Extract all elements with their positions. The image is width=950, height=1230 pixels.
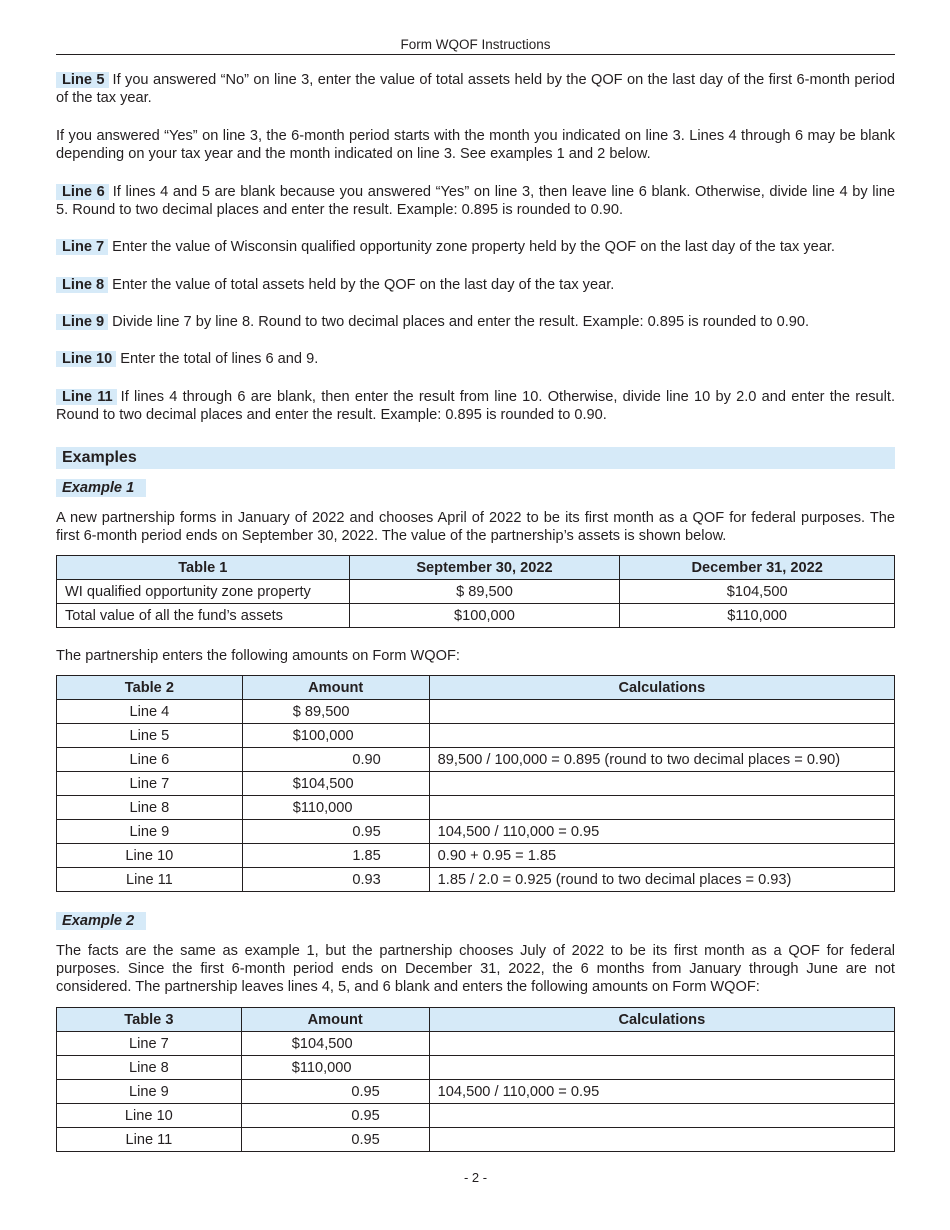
examples-heading: Examples [56,447,895,469]
amount-value: $110,000 [291,1059,352,1076]
table3-header: Amount [241,1008,429,1032]
table3-header-row [57,1008,895,1032]
table1-cell: $100,000 [349,604,620,628]
example1-intro: A new partnership forms in January of 2022 and chooses April of 2022 to be its first month as a QOF for federal purposes. The first 6-month period ends on September 30, 2022. The value of the partnership’s assets is shown below. [56,510,895,544]
table2-amount-cell [242,724,429,748]
table2-line-cell: Line 8 [57,796,243,820]
table1-header-row [57,556,895,580]
table-row [57,796,895,820]
line10-text: Enter the total of lines 6 and 9. [120,351,319,367]
table2-amount-cell [242,772,429,796]
table-row [57,1056,895,1080]
table3-amount-cell [241,1128,429,1152]
table1 [56,555,895,628]
example2-intro: The facts are the same as example 1, but the partnership chooses July of 2022 to be its first month as a QOF for federal purposes. Since the first 6-month period ends on December 31, 2022, the 6 months from January through June are not considered. The partnership leaves lines 4, 5, and 6 blank and enters the following amounts on Form WQOF: [56,943,895,995]
table3-line-cell: Line 11 [57,1128,242,1152]
table2-amount-cell [242,844,429,868]
amount-value: 0.90 [352,751,381,768]
table-row [57,724,895,748]
line8-text: Enter the value of total assets held by the QOF on the last day of the tax year. [112,277,615,293]
table2-line-cell: Line 6 [57,748,243,772]
line6-label: Line 6 [56,184,109,200]
line8-instruction [56,276,895,294]
line11-label: Line 11 [56,389,117,405]
table2-line-cell: Line 4 [57,700,243,724]
amount-value: $110,000 [292,799,353,816]
table1-header: December 31, 2022 [620,556,895,580]
table-row [57,820,895,844]
table2-header-row [57,676,895,700]
line7-text: Enter the value of Wisconsin qualified opportunity zone property held by the QOF on the last day of the tax year. [112,239,835,255]
table-row [57,700,895,724]
table3 [56,1007,895,1152]
table2-header: Table 2 [57,676,243,700]
table-row [57,844,895,868]
table3-calc-cell [429,1032,894,1056]
table-row [57,1080,895,1104]
table1-cell: $110,000 [620,604,895,628]
table1-cell: $ 89,500 [349,580,620,604]
line7-label: Line 7 [56,239,108,255]
example1-label: Example 1 [56,479,146,497]
table2-line-cell: Line 7 [57,772,243,796]
table-row [57,1104,895,1128]
table2-line-cell: Line 9 [57,820,243,844]
line8-label: Line 8 [56,277,108,293]
line5-instruction [56,71,895,107]
table2-amount-cell [242,868,429,892]
amount-value: $ 89,500 [292,703,350,720]
table1-cell: $104,500 [620,580,895,604]
amount-value: $104,500 [292,775,354,792]
line10-label: Line 10 [56,351,116,367]
table-row [57,748,895,772]
amount-value: 0.95 [351,1131,380,1148]
amount-value: 1.85 [352,847,381,864]
table3-calc-cell [429,1056,894,1080]
line9-instruction [56,313,895,331]
amount-value: 0.95 [351,1107,380,1124]
line11-instruction [56,388,895,424]
table3-calc-cell: 104,500 / 110,000 = 0.95 [429,1080,894,1104]
table2-line-cell: Line 5 [57,724,243,748]
table2-calc-cell [429,724,894,748]
table-row [57,1128,895,1152]
page-header: Form WQOF Instructions [400,37,551,52]
table3-amount-cell [241,1032,429,1056]
table-row [57,604,895,628]
line6-text: If lines 4 and 5 are blank because you answered “Yes” on line 3, then leave line 6 blank. Otherwise, divide line 4 by line 5. Round to two decimal places and enter the result. Example: 0.895 is rounded to 0.90. [56,184,895,218]
line9-text: Divide line 7 by line 8. Round to two decimal places and enter the result. Example: 0.895 is rounded to 0.90. [112,314,810,330]
page-number: - 2 - [463,1170,488,1185]
line6-instruction [56,183,895,219]
table3-line-cell: Line 9 [57,1080,242,1104]
example1-between-text: The partnership enters the following amounts on Form WQOF: [56,648,460,664]
table2 [56,675,895,892]
line9-label: Line 9 [56,314,108,330]
table3-amount-cell [241,1056,429,1080]
table2-header: Amount [242,676,429,700]
table2-calc-cell [429,700,894,724]
header-rule [56,54,895,55]
amount-value: 0.95 [352,823,381,840]
table-row [57,868,895,892]
table-row [57,1032,895,1056]
table3-calc-cell [429,1128,894,1152]
line10-instruction [56,350,895,368]
table2-line-cell: Line 10 [57,844,243,868]
line11-text: If lines 4 through 6 are blank, then enter the result from line 10. Otherwise, divide line 10 by 2.0 and enter the result. Round to two decimal places and enter the result. Example: 0.895 is rounded to 0.90. [56,389,895,423]
amount-value: $100,000 [292,727,354,744]
line7-instruction [56,238,895,256]
table2-calc-cell [429,796,894,820]
table2-calc-cell: 0.90 + 0.95 = 1.85 [429,844,894,868]
table2-calc-cell: 89,500 / 100,000 = 0.895 (round to two decimal places = 0.90) [429,748,894,772]
table2-line-cell: Line 11 [57,868,243,892]
table1-header: Table 1 [57,556,350,580]
table2-amount-cell [242,796,429,820]
line5-continuation: If you answered “Yes” on line 3, the 6-month period starts with the month you indicated on line 3. Lines 4 through 6 may be blank depending on your tax year and the month indicated on line 3. See examples 1 and 2 below. [56,128,895,162]
amount-value: $104,500 [291,1035,353,1052]
table3-amount-cell [241,1104,429,1128]
table-row [57,772,895,796]
table3-line-cell: Line 8 [57,1056,242,1080]
table3-calc-cell [429,1104,894,1128]
table3-header: Table 3 [57,1008,242,1032]
table2-amount-cell [242,820,429,844]
table-row [57,580,895,604]
table2-header: Calculations [429,676,894,700]
table2-calc-cell: 1.85 / 2.0 = 0.925 (round to two decimal places = 0.93) [429,868,894,892]
table3-line-cell: Line 7 [57,1032,242,1056]
amount-value: 0.93 [352,871,381,888]
table3-line-cell: Line 10 [57,1104,242,1128]
table3-header: Calculations [429,1008,894,1032]
table2-amount-cell [242,700,429,724]
table1-header: September 30, 2022 [349,556,620,580]
line5-label: Line 5 [56,72,109,88]
table2-calc-cell [429,772,894,796]
amount-value: 0.95 [351,1083,380,1100]
table3-amount-cell [241,1080,429,1104]
line5-text: If you answered “No” on line 3, enter the value of total assets held by the QOF on the last day of the first 6-month period of the tax year. [56,72,895,106]
table1-cell: WI qualified opportunity zone property [57,580,350,604]
table2-amount-cell [242,748,429,772]
table2-calc-cell: 104,500 / 110,000 = 0.95 [429,820,894,844]
table1-cell: Total value of all the fund’s assets [57,604,350,628]
example2-label: Example 2 [56,912,146,930]
